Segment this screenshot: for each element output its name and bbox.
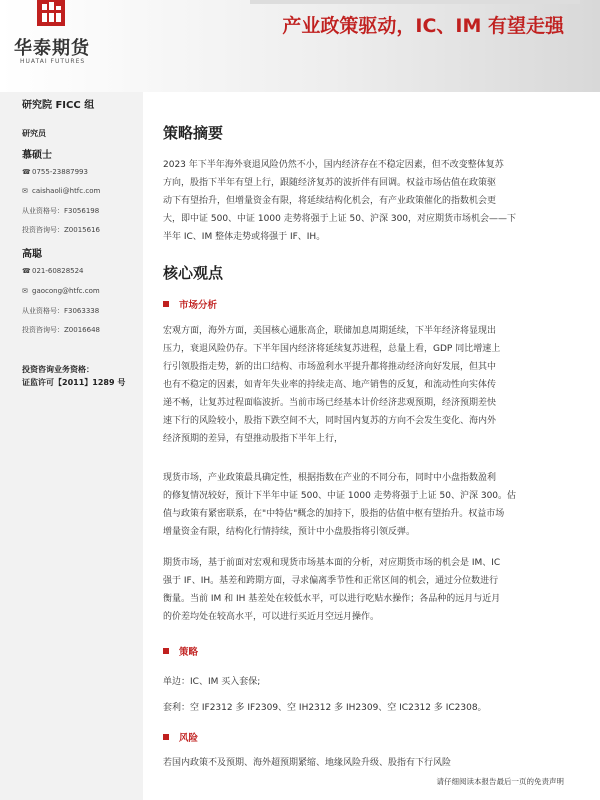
consult-license <box>22 363 125 389</box>
text-line: 的价差均处在较高水平，可以进行买近月空远月操作。 <box>163 612 380 622</box>
email-line[interactable] <box>22 187 100 195</box>
report-headline: 产业政策驱动，IC、IM 有望走强 <box>282 15 564 37</box>
text-line: 半年 IC、IM 整体走势或将强于 IF、IH。 <box>163 232 326 242</box>
brand-name-en: HUATAI FUTURES <box>20 58 86 65</box>
phone-number: 021-60828524 <box>32 267 84 275</box>
text-line: 压力，衰退风险仍存。下半年国内经济将延续复苏进程，总量上看，GDP 同比增速上 <box>163 344 501 354</box>
text-line: 行引领股指走势，新的出口结构、市场盈利水平提升都将推动经济向好发展，但其中 <box>163 362 497 372</box>
spot-market-paragraph <box>163 469 573 541</box>
text-line: 方向，股指下半年有望上行，跟随经济复苏的波折伴有回调。权益市场估值在政策驱 <box>163 178 497 188</box>
researcher-label: 研究员 <box>22 129 46 138</box>
red-square-bullet-icon <box>163 734 169 740</box>
subheading-label: 策略 <box>179 647 199 658</box>
section-title-core: 核心观点 <box>163 264 224 282</box>
header-top-line <box>250 0 580 4</box>
sidebar <box>0 92 143 800</box>
analyst-name: 高聪 <box>22 249 42 260</box>
consult-license-line2: 证监许可【2011】1289 号 <box>22 378 126 387</box>
huatai-logo-icon <box>34 0 68 34</box>
text-line: 大，即中证 500、中证 1000 走势将强于上证 50、沪深 300，对应期货市场机会——下 <box>163 214 517 224</box>
text-line: 递不畅，让复苏过程面临波折。当前市场已经基本计价经济悲观预期，经济预期差快 <box>163 398 497 408</box>
cert-number: 从业资格号：F3063338 <box>22 307 100 315</box>
section-title-summary: 策略摘要 <box>163 124 224 142</box>
invest-cert-number: 投资咨询号：Z0016648 <box>22 326 100 334</box>
text-line: 强于 IF、IH。基差和跨期方面，寻求偏离季节性和正常区间的机会，通过分位数进行 <box>163 576 499 586</box>
red-square-bullet-icon <box>163 301 169 307</box>
text-line: 速下行的风险较小，股指下跌空间不大，同时国内复苏的方向不会发生变化、海内外 <box>163 416 497 426</box>
email-icon: ✉ <box>22 287 28 295</box>
text-line: 衡量。当前 IM 和 IH 基差处在较低水平，可以进行吃贴水操作；各品种的远月与近月 <box>163 594 501 604</box>
email-address[interactable]: gaocong@htfc.com <box>32 287 100 295</box>
phone-line <box>22 267 84 275</box>
futures-market-paragraph <box>163 554 573 626</box>
text-line: 动下有望抬升，但增量资金有限，将延续结构化机会，有产业政策催化的指数机会更 <box>163 196 497 206</box>
risk-text: 若国内政策不及预期、海外超预期紧缩、地缘风险升级、股指有下行风险 <box>163 758 452 768</box>
subheading-risk <box>163 730 198 744</box>
consult-license-line1: 投资咨询业务资格： <box>22 365 94 374</box>
text-line: 增量资金有限，结构化行情持续，预计中小盘股指将引领反弹。 <box>163 527 416 537</box>
text-line: 现货市场，产业政策最具确定性，根据指数在产业的不同分布，同时中小盘指数盈利 <box>163 473 497 483</box>
email-line[interactable] <box>22 287 100 295</box>
subheading-label: 市场分析 <box>179 300 218 311</box>
disclaimer-note: 请仔细阅读本报告最后一页的免责声明 <box>436 777 564 786</box>
phone-icon: ☎ <box>22 267 31 275</box>
subheading-label: 风险 <box>179 733 199 744</box>
phone-icon: ☎ <box>22 168 31 176</box>
text-line: 也有不稳定的因素，如青年失业率的持续走高、地产销售的反复，和流动性向实体传 <box>163 380 497 390</box>
red-square-bullet-icon <box>163 648 169 654</box>
strategy-arbitrage: 套利：空 IF2312 多 IF2309、空 IH2312 多 IH2309、空 IC2312 多 IC2308。 <box>163 703 487 713</box>
phone-line <box>22 168 88 176</box>
department-label: 研究院 FICC 组 <box>22 100 95 111</box>
email-address[interactable]: caishaoli@htfc.com <box>32 187 101 195</box>
text-line: 值与政策有紧密联系，在"中特估"概念的加持下，股指的估值中枢有望抬升。权益市场 <box>163 509 505 519</box>
strategy-single-side: 单边：IC、IM 买入套保; <box>163 677 261 687</box>
text-line: 2023 年下半年海外衰退风险仍然不小，国内经济存在不稳定因素，但不改变整体复苏 <box>163 160 504 170</box>
text-line: 的修复情况较好，预计下半年中证 500、中证 1000 走势将强于上证 50、沪深 300。估 <box>163 491 517 501</box>
analyst-name: 慕硕士 <box>22 150 52 161</box>
text-line: 宏观方面，海外方面，美国核心通胀高企，联储加息周期延续，下半年经济将显现出 <box>163 326 497 336</box>
report-header <box>0 0 600 92</box>
text-line: 经济预期的差异，有望推动股指下半年上行， <box>163 434 344 444</box>
summary-paragraph <box>163 156 573 246</box>
text-line: 期货市场，基于前面对宏观和现货市场基本面的分析，对应期货市场的机会是 IM、IC <box>163 558 501 568</box>
subheading-strategy <box>163 644 198 658</box>
brand-name-cn: 华泰期货 <box>14 38 90 59</box>
cert-number: 从业资格号：F3056198 <box>22 207 100 215</box>
invest-cert-number: 投资咨询号：Z0015616 <box>22 226 100 234</box>
subheading-market-analysis <box>163 297 217 311</box>
email-icon: ✉ <box>22 187 28 195</box>
phone-number: 0755-23887993 <box>32 168 88 176</box>
macro-paragraph <box>163 322 573 448</box>
